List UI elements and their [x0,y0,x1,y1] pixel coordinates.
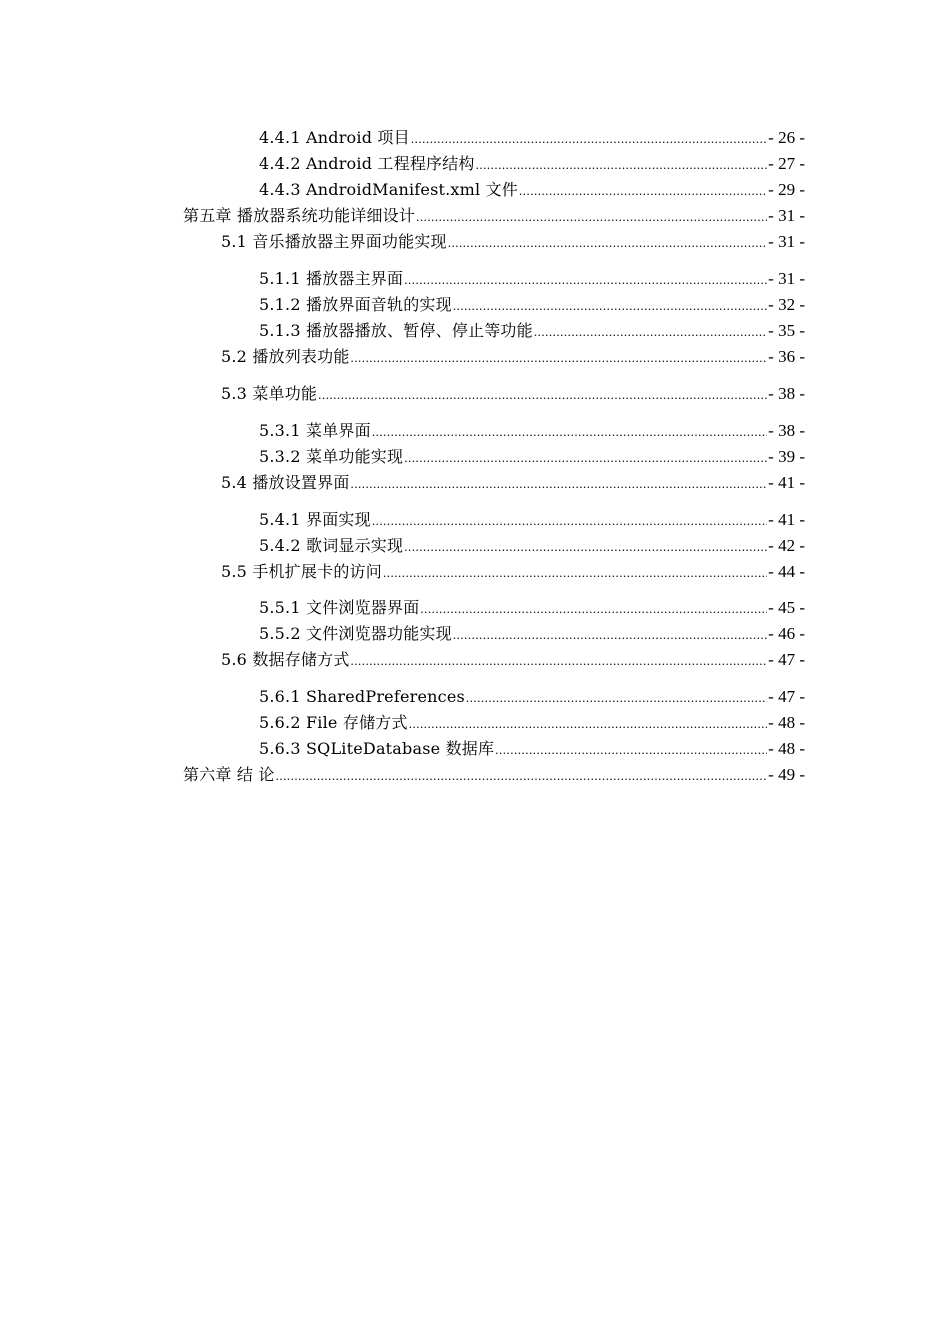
toc-entry-label: 5.5.1 文件浏览器界面 [259,598,420,617]
toc-dot-leader [383,563,767,583]
toc-entry [259,510,805,531]
toc-entry-label: 5.6 数据存储方式 [221,650,350,669]
toc-dot-leader [411,129,767,149]
toc-entry [259,598,805,619]
toc-page-number: - 38 - [768,421,805,440]
toc-page-number: - 31 - [768,232,805,251]
toc-section-entry [221,650,805,671]
toc-entry [259,536,805,557]
toc-dot-leader [420,599,767,619]
toc-page-number: - 35 - [768,321,805,340]
toc-dot-leader [351,348,768,368]
toc-entry-label: 5.6.3 SQLiteDatabase 数据库 [259,739,495,758]
toc-page-number: - 45 - [768,598,805,617]
toc-dot-leader [476,155,768,175]
toc-page-number: - 41 - [768,510,805,529]
toc-entry [259,421,805,442]
toc-page-number: - 48 - [768,713,805,732]
toc-dot-leader [466,688,767,708]
toc-dot-leader [404,270,767,290]
toc-chapter-entry [183,206,805,227]
toc-entry [259,154,805,175]
toc-chapter-entry [183,765,805,786]
toc-entry-label: 5.3 菜单功能 [221,384,318,403]
toc-entry-label: 5.4.1 界面实现 [259,510,371,529]
toc-dot-leader [534,322,767,342]
toc-dot-leader [495,740,767,760]
toc-dot-leader [453,296,767,316]
toc-page-number: - 31 - [768,269,805,288]
toc-entry-label: 5.3.1 菜单界面 [259,421,371,440]
toc-entry [259,713,805,734]
toc-entry-label: 5.6.1 SharedPreferences [259,687,465,706]
toc-dot-leader [351,651,768,671]
toc-page-number: - 32 - [768,295,805,314]
toc-page-number: - 26 - [768,128,805,147]
toc-entry [259,269,805,290]
toc-page-number: - 46 - [768,624,805,643]
toc-dot-leader [372,511,767,531]
toc-entry-label: 第五章 播放器系统功能详细设计 [183,206,416,225]
toc-page-number: - 47 - [768,687,805,706]
toc-dot-leader [409,714,767,734]
toc-entry-label: 4.4.3 AndroidManifest.xml 文件 [259,180,518,199]
toc-section-entry [221,562,805,583]
toc-entry-label: 4.4.2 Android 工程程序结构 [259,154,475,173]
toc-entry-label: 4.4.1 Android 项目 [259,128,410,147]
toc-entry-label: 5.1.1 播放器主界面 [259,269,404,288]
toc-dot-leader [448,233,767,253]
toc-section-entry [221,384,805,405]
toc-dot-leader [453,625,767,645]
toc-entry-label: 5.4 播放设置界面 [221,473,350,492]
toc-entry [259,624,805,645]
toc-page-number: - 36 - [768,347,805,366]
toc-entry-label: 5.6.2 File 存储方式 [259,713,408,732]
toc-entry-label: 第六章 结 论 [183,765,275,784]
toc-entry [259,447,805,468]
toc-dot-leader [318,385,767,405]
toc-page-number: - 42 - [768,536,805,555]
toc-dot-leader [404,537,767,557]
toc-dot-leader [416,207,767,227]
toc-entry-label: 5.3.2 菜单功能实现 [259,447,404,466]
toc-entry-label: 5.5 手机扩展卡的访问 [221,562,382,581]
toc-page-number: - 44 - [768,562,805,581]
toc-entry [259,739,805,760]
toc-dot-leader [351,474,768,494]
toc-entry [259,128,805,149]
toc-entry-label: 5.1.2 播放界面音轨的实现 [259,295,452,314]
toc-dot-leader [372,422,767,442]
toc-entry-label: 5.1 音乐播放器主界面功能实现 [221,232,447,251]
toc-page-number: - 39 - [768,447,805,466]
toc-section-entry [221,473,805,494]
toc-entry-label: 5.1.3 播放器播放、暂停、停止等功能 [259,321,533,340]
toc-page-number: - 49 - [768,765,805,784]
toc-page-number: - 38 - [768,384,805,403]
toc-dot-leader [276,766,768,786]
toc-entry [259,295,805,316]
toc-page-number: - 31 - [768,206,805,225]
toc-page-number: - 29 - [768,180,805,199]
toc-entry [259,180,805,201]
toc-dot-leader [519,181,767,201]
toc-page-number: - 47 - [768,650,805,669]
toc-section-entry [221,347,805,368]
toc-entry-label: 5.2 播放列表功能 [221,347,350,366]
toc-page-number: - 41 - [768,473,805,492]
toc-page-number: - 48 - [768,739,805,758]
toc-entry-label: 5.4.2 歌词显示实现 [259,536,404,555]
toc-section-entry [221,232,805,253]
toc-entry-label: 5.5.2 文件浏览器功能实现 [259,624,452,643]
toc-dot-leader [404,448,767,468]
toc-entry [259,687,805,708]
toc-page-number: - 27 - [768,154,805,173]
toc-entry [259,321,805,342]
